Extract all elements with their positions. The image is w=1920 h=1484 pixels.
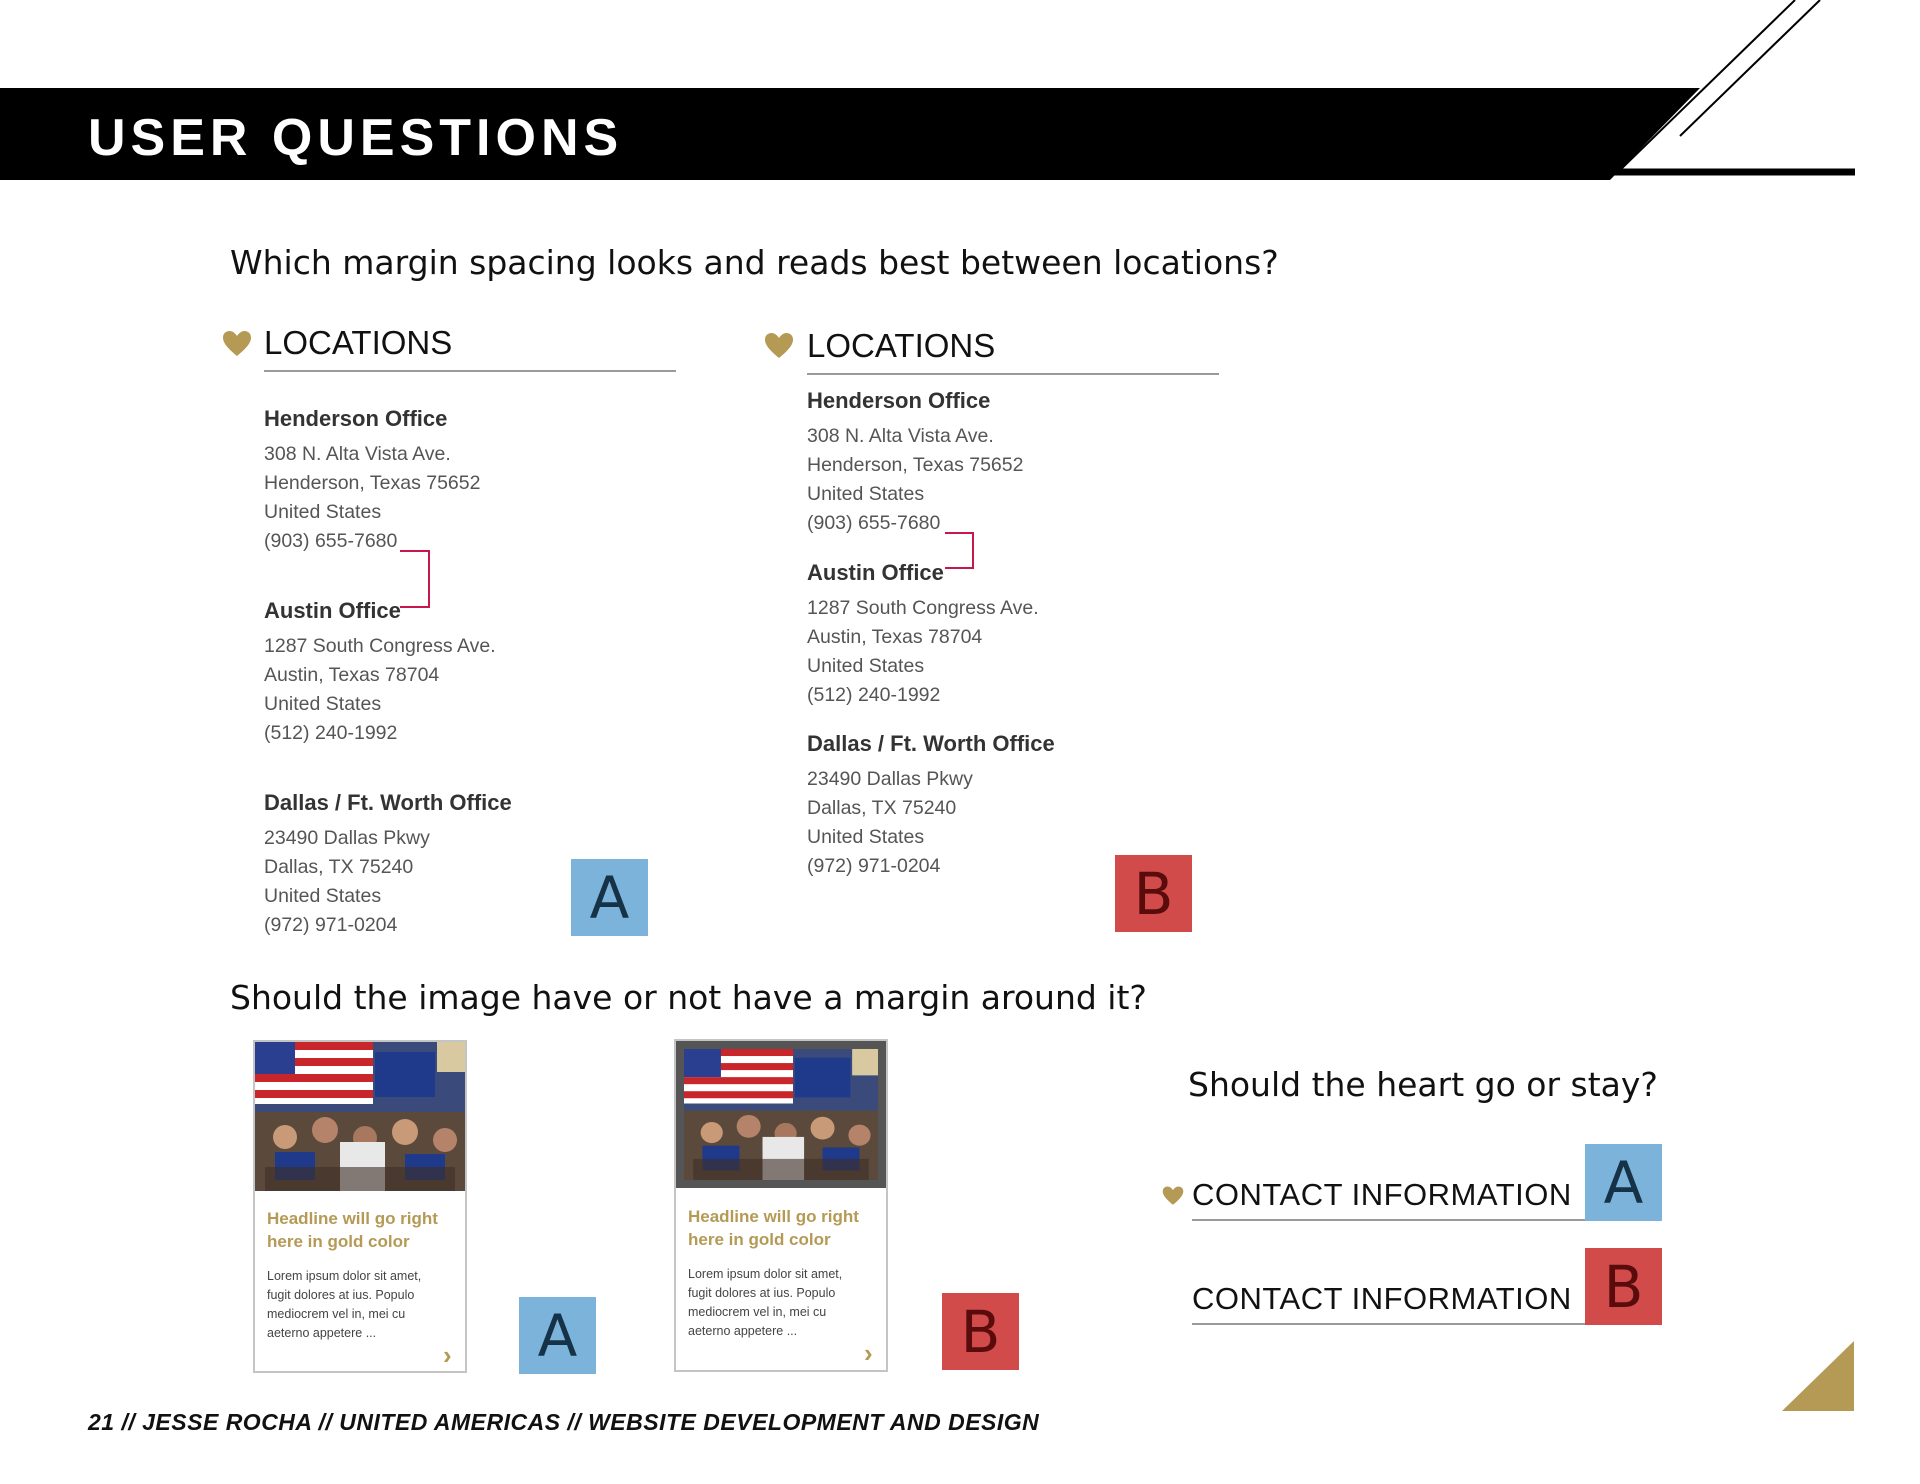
office-name: Austin Office	[807, 560, 944, 585]
office-country: United States	[807, 483, 925, 505]
chevron-right-icon[interactable]: ›	[864, 1338, 873, 1368]
card-body: aeterno appetere ...	[267, 1326, 377, 1340]
card-text-b	[688, 1205, 859, 1341]
office-name: Austin Office	[264, 598, 401, 623]
heart-icon	[764, 331, 794, 366]
office-country: United States	[264, 501, 382, 523]
card-body: mediocrem vel in, mei cu	[267, 1307, 406, 1321]
news-card-a[interactable]	[253, 1040, 467, 1373]
card-body: fugit dolores at ius. Populo	[688, 1286, 836, 1300]
chevron-right-icon[interactable]: ›	[443, 1340, 452, 1370]
office-phone: (972) 971-0204	[807, 855, 941, 877]
office-name: Henderson Office	[807, 388, 991, 413]
locations-rule-a	[264, 370, 676, 372]
page-footer: 21 // JESSE ROCHA // UNITED AMERICAS // WEBSITE DEVELOPMENT AND DESIGN	[88, 1409, 1040, 1435]
office-dallas-a	[264, 790, 512, 940]
contact-heading-a: CONTACT INFORMATION	[1192, 1177, 1572, 1212]
card-body: Lorem ipsum dolor sit amet,	[267, 1269, 422, 1283]
heart-icon	[222, 329, 252, 364]
question-margin-spacing: Which margin spacing looks and reads best between locations?	[230, 243, 1279, 282]
card-body: fugit dolores at ius. Populo	[267, 1288, 415, 1302]
locations-rule-b	[807, 373, 1219, 375]
office-phone: (512) 240-1992	[264, 722, 398, 744]
locations-heading-b: LOCATIONS	[807, 327, 996, 364]
office-austin-a	[264, 598, 496, 748]
contact-rule-a	[1192, 1219, 1586, 1221]
option-a-badge: A	[1585, 1144, 1662, 1221]
card-body: mediocrem vel in, mei cu	[688, 1305, 827, 1319]
option-b-badge: B	[1585, 1248, 1662, 1325]
card-headline: Headline will go right	[688, 1207, 859, 1226]
card-headline: Headline will go right	[267, 1209, 438, 1228]
card-text-a	[267, 1207, 438, 1343]
corner-triangle	[1782, 1341, 1854, 1411]
office-country: United States	[264, 693, 382, 715]
locations-heading-a: LOCATIONS	[264, 324, 453, 361]
office-city: Henderson, Texas 75652	[807, 454, 1024, 476]
office-henderson-b	[807, 388, 1023, 538]
office-country: United States	[807, 655, 925, 677]
office-phone: (903) 655-7680	[264, 530, 398, 552]
office-name: Dallas / Ft. Worth Office	[807, 731, 1055, 756]
contact-rule-b	[1192, 1323, 1586, 1325]
rally-photo	[255, 1042, 465, 1191]
card-headline: here in gold color	[267, 1232, 410, 1251]
office-city: Henderson, Texas 75652	[264, 472, 481, 494]
office-henderson-a	[264, 406, 480, 556]
office-address: 1287 South Congress Ave.	[807, 597, 1039, 619]
option-a-badge: A	[519, 1297, 596, 1374]
question-heart: Should the heart go or stay?	[1188, 1065, 1658, 1104]
office-address: 23490 Dallas Pkwy	[807, 768, 973, 790]
option-a-badge: A	[571, 859, 648, 936]
option-b-badge: B	[942, 1293, 1019, 1370]
office-city: Austin, Texas 78704	[264, 664, 440, 686]
office-address: 1287 South Congress Ave.	[264, 635, 496, 657]
question-image-margin: Should the image have or not have a margin around it?	[230, 978, 1147, 1017]
office-phone: (512) 240-1992	[807, 684, 941, 706]
office-address: 308 N. Alta Vista Ave.	[264, 443, 451, 465]
news-card-b[interactable]	[674, 1039, 888, 1372]
office-address: 308 N. Alta Vista Ave.	[807, 425, 994, 447]
card-body: Lorem ipsum dolor sit amet,	[688, 1267, 843, 1281]
office-city: Austin, Texas 78704	[807, 626, 983, 648]
office-country: United States	[807, 826, 925, 848]
rally-photo	[684, 1049, 878, 1180]
heart-icon	[1162, 1185, 1184, 1212]
option-b-badge: B	[1115, 855, 1192, 932]
office-address: 23490 Dallas Pkwy	[264, 827, 430, 849]
office-name: Dallas / Ft. Worth Office	[264, 790, 512, 815]
office-dallas-b	[807, 731, 1055, 881]
card-headline: here in gold color	[688, 1230, 831, 1249]
contact-heading-b: CONTACT INFORMATION	[1192, 1281, 1572, 1316]
office-country: United States	[264, 885, 382, 907]
office-city: Dallas, TX 75240	[264, 856, 414, 878]
office-austin-b	[807, 560, 1039, 710]
office-phone: (903) 655-7680	[807, 512, 941, 534]
office-city: Dallas, TX 75240	[807, 797, 957, 819]
page-title: USER QUESTIONS	[88, 109, 624, 167]
office-phone: (972) 971-0204	[264, 914, 398, 936]
card-body: aeterno appetere ...	[688, 1324, 798, 1338]
office-name: Henderson Office	[264, 406, 448, 431]
